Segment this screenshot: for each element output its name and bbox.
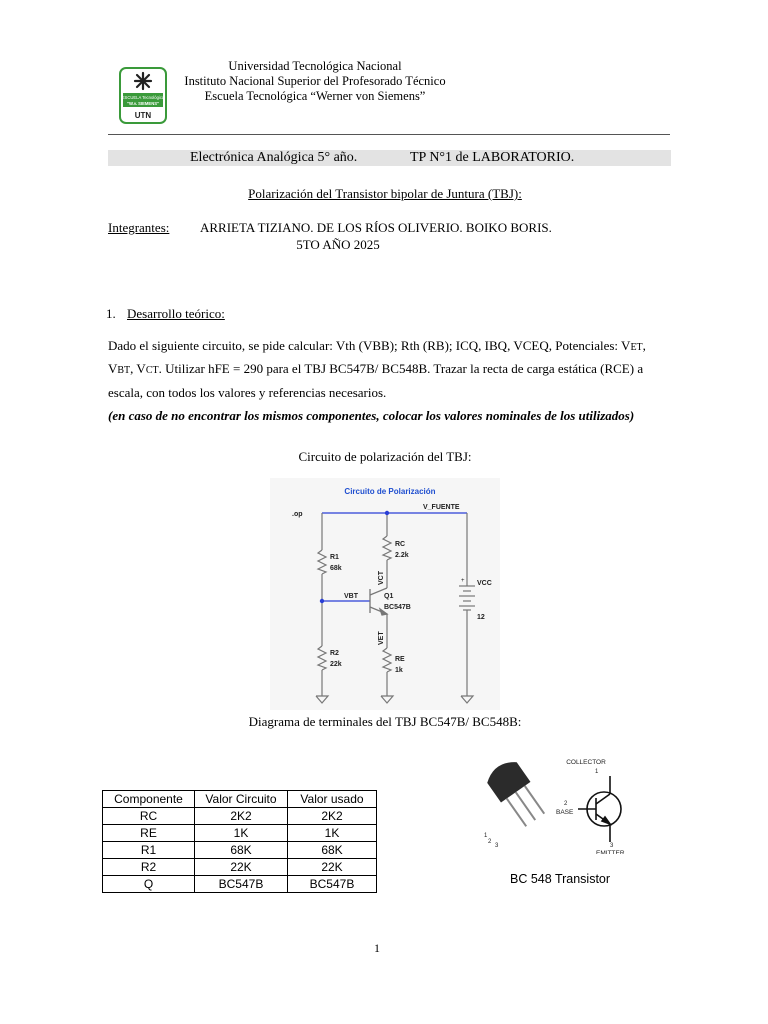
circuit-caption: Circuito de polarización del TBJ:	[298, 449, 472, 464]
table-cell: R2	[103, 859, 195, 876]
vcc-plus-sign: +	[461, 578, 465, 584]
base-pin: 2	[564, 801, 568, 807]
package-pin-3: 3	[495, 843, 499, 849]
body-line-1-end: ,	[642, 338, 646, 353]
table-cell: 22K	[195, 859, 288, 876]
supply-node-label: V_FUENTE	[423, 504, 460, 511]
op-label: .op	[292, 511, 303, 518]
components-table	[102, 790, 377, 893]
table-cell: 2K2	[195, 808, 288, 825]
course-name: Electrónica Analógica 5° año.	[190, 150, 358, 165]
emitter-label: EMITTER	[596, 850, 625, 854]
section-title: Desarrollo teórico:	[127, 306, 225, 321]
header-school: Escuela Tecnológica “Werner von Siemens”	[204, 89, 426, 103]
re-name: RE	[395, 656, 405, 663]
r2-value: 22k	[330, 661, 342, 668]
assignment-name: TP N°1 de LABORATORIO.	[410, 150, 575, 165]
rc-value: 2.2k	[395, 552, 409, 559]
table-header: Valor usado	[288, 791, 377, 808]
vbt-label: VBT	[344, 593, 358, 600]
table-row	[103, 859, 377, 876]
package-pin-1: 1	[484, 833, 488, 839]
vbt-node	[320, 599, 324, 603]
body-line-1-text: Dado el siguiente circuito, se pide calcular: Vth (VBB); Rth (RB); ICQ, IBQ, VCEQ, Potenciales: V	[108, 338, 631, 353]
transistor-pinout-diagram	[478, 748, 638, 854]
table-cell: BC547B	[195, 876, 288, 893]
logo-school-text: ESCUELA Tecnológica	[121, 95, 165, 100]
circuit-title: Circuito de Polarización	[344, 487, 436, 496]
body-line-1	[108, 338, 670, 356]
vcc-value: 12	[477, 614, 485, 621]
table-row	[103, 825, 377, 842]
table-cell: R1	[103, 842, 195, 859]
table-row	[103, 842, 377, 859]
vcc-name: VCC	[477, 580, 492, 587]
subscript-ct: CT	[145, 365, 159, 376]
header-university: Universidad Tecnológica Nacional	[228, 59, 402, 73]
subscript-bt: BT	[117, 365, 131, 376]
table-row	[103, 808, 377, 825]
body-line-3: escala, con todos los valores y referencias necesarios.	[108, 385, 387, 400]
rc-name: RC	[395, 541, 406, 548]
subscript-et: ET	[630, 342, 643, 353]
q1-name: Q1	[384, 593, 394, 600]
body-note: (en caso de no encontrar los mismos componentes, colocar los valores nominales de los utilizados)	[108, 408, 635, 423]
terminals-caption: Diagrama de terminales del TBJ BC547B/ BC548B:	[248, 714, 522, 729]
table-cell: 1K	[288, 825, 377, 842]
npn-symbol-icon	[578, 776, 621, 842]
body-line-2-text: . Utilizar hFE = 290 para el TBJ BC547B/ BC548B. Trazar la recta de carga estática (RCE) a	[158, 361, 644, 376]
utn-emblem-icon	[135, 73, 151, 89]
vet-label: VET	[378, 631, 385, 645]
header-divider	[108, 134, 670, 135]
section-number: 1.	[106, 306, 116, 321]
body-line-2-v2: , V	[130, 361, 146, 376]
table-cell: RE	[103, 825, 195, 842]
emitter-pin: 3	[610, 843, 614, 849]
table-cell: 1K	[195, 825, 288, 842]
to92-package-icon	[483, 756, 550, 830]
body-line-2	[108, 361, 670, 379]
collector-pin: 1	[595, 769, 599, 775]
r2-name: R2	[330, 650, 339, 657]
collector-label: COLLECTOR	[566, 759, 606, 766]
logo-utn-text: UTN	[134, 111, 152, 120]
bias-circuit-schematic	[270, 478, 500, 710]
members-names: ARRIETA TIZIANO. DE LOS RÍOS OLIVERIO. BOIKO BORIS.	[200, 220, 552, 235]
vct-label: VCT	[378, 571, 385, 585]
table-header-row	[103, 791, 377, 808]
package-pin-2: 2	[488, 839, 492, 845]
table-header: Componente	[103, 791, 195, 808]
logo-siemens-text: "W.v. SIEMENS"	[126, 101, 160, 106]
table-cell: RC	[103, 808, 195, 825]
re-value: 1k	[395, 667, 403, 674]
members-label: Integrantes:	[108, 220, 170, 235]
table-row	[103, 876, 377, 893]
vcc-node	[385, 511, 389, 515]
page-number: 1	[374, 941, 380, 955]
table-cell: 22K	[288, 859, 377, 876]
table-cell: Q	[103, 876, 195, 893]
members-year: 5TO AÑO 2025	[296, 237, 380, 252]
table-cell: 68K	[195, 842, 288, 859]
document-subtitle: Polarización del Transistor bipolar de Juntura (TBJ):	[248, 186, 522, 201]
q1-model: BC547B	[384, 604, 411, 611]
header-institute: Instituto Nacional Superior del Profesorado Técnico	[184, 74, 446, 88]
table-header: Valor Circuito	[195, 791, 288, 808]
table-cell: BC547B	[288, 876, 377, 893]
transistor-caption: BC 548 Transistor	[510, 872, 611, 886]
r1-name: R1	[330, 554, 339, 561]
base-label: BASE	[556, 809, 574, 816]
r1-value: 68k	[330, 565, 342, 572]
table-cell: 68K	[288, 842, 377, 859]
body-line-2-v: V	[108, 361, 118, 376]
table-cell: 2K2	[288, 808, 377, 825]
